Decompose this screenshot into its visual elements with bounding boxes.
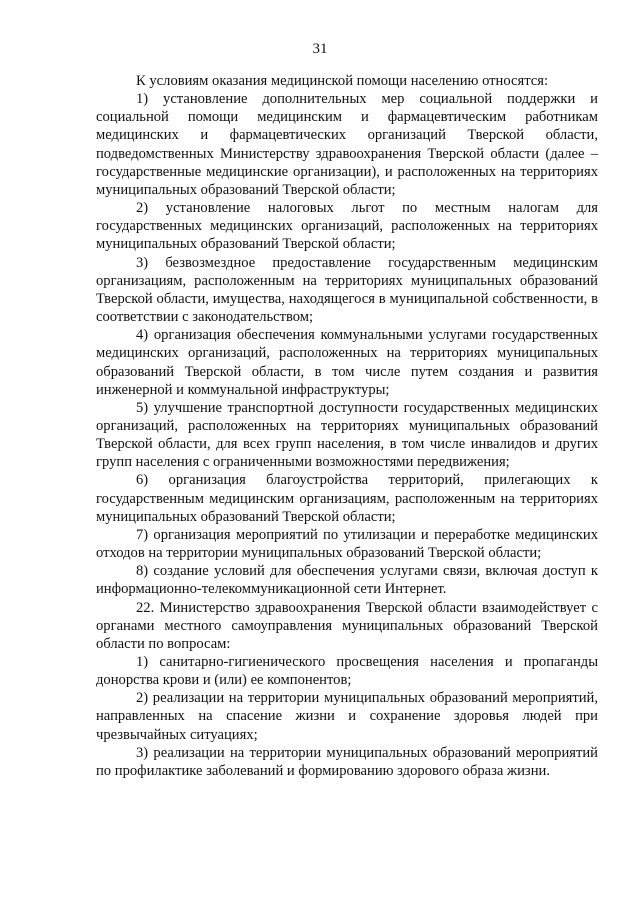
condition-item-7: 7) организация мероприятий по утилизации и переработке медицинских отходов на территории муниципальных образований Тверской области; <box>96 526 598 562</box>
interaction-item-1: 1) санитарно-гигиенического просвещения населения и пропаганды донорства крови и (или) ее компонентов; <box>96 654 598 689</box>
section-22-paragraph: 22. Министерство здравоохранения Тверской области взаимодействует с органами местного самоуправления муниципальных образований Тверской области по вопросам: <box>96 599 598 652</box>
condition-item-3: 3) безвозмездное предоставление государственным медицинским организациям, расположенным на территориях муниципальных образований Тверской области, имущества, находящегося в муниципальной собственности, в соответствии с законодательством; <box>96 254 598 326</box>
condition-item-1: 1) установление дополнительных мер социальной поддержки и социальной помощи медицинским и фармацевтическим работникам медицинских и фармацевтических организаций Тверской области, подведомственных Министерству здравоохранения Тверской области (далее – государственные медицинские организации), и расположенных на территориях муниципальных образований Тверской области; <box>96 91 598 198</box>
interaction-item-2: 2) реализации на территории муниципальных образований мероприятий, направленных на спасение жизни и сохранение здоровья людей при чрезвычайных ситуациях; <box>96 690 598 743</box>
document-body <box>96 72 598 780</box>
page-number: 31 <box>312 41 328 57</box>
condition-item-6: 6) организация благоустройства территорий, прилегающих к государственным медицинским организациям, расположенным на территориях муниципальных образований Тверской области; <box>96 472 598 525</box>
interaction-item-3: 3) реализации на территории муниципальных образований мероприятий по профилактике заболеваний и формированию здорового образа жизни. <box>96 744 598 779</box>
condition-item-8: 8) создание условий для обеспечения услугами связи, включая доступ к информационно-телекоммуникационной сети Интернет. <box>96 563 598 598</box>
condition-item-5: 5) улучшение транспортной доступности государственных медицинских организаций, расположенных на территориях муниципальных образований Тверской области, для всех групп населения, в том числе инвалидов и других групп населения с ограниченными возможностями передвижения; <box>96 399 598 471</box>
condition-item-4: 4) организация обеспечения коммунальными услугами государственных медицинских организаций, расположенных на территориях муниципальных образований Тверской области, в том числе путем создания и развития инженерной и коммунальной инфраструктуры; <box>96 327 598 398</box>
intro-paragraph: К условиям оказания медицинской помощи населению относятся: <box>136 73 549 89</box>
condition-item-2: 2) установление налоговых льгот по местным налогам для государственных медицинских организаций, расположенных на территориях муниципальных образований Тверской области; <box>96 200 598 253</box>
